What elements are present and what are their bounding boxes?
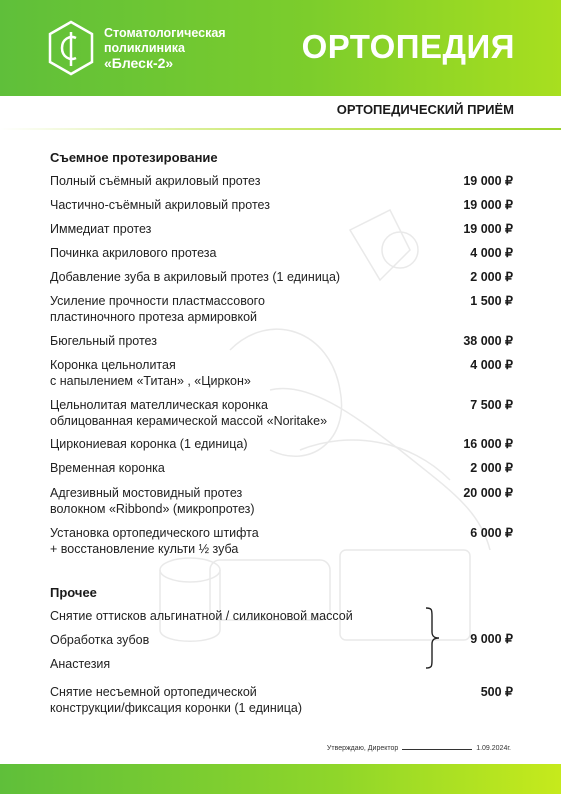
service-price: 19 000 ₽ <box>463 198 513 212</box>
service-name: Иммедиат протез <box>50 222 152 236</box>
service-price: 7 500 ₽ <box>470 398 513 412</box>
list-item <box>50 436 513 452</box>
list-item <box>50 460 513 476</box>
bundle-price: 9 000 ₽ <box>470 632 513 646</box>
group-title-other: Прочее <box>50 585 97 600</box>
list-item <box>50 245 513 261</box>
service-name: Бюгельный протез <box>50 334 157 348</box>
list-item <box>50 397 513 429</box>
tooth-shield-logo-icon <box>48 20 94 76</box>
list-item <box>50 221 513 237</box>
service-name: Цельнолитая мателлическая коронка облицованная керамической массой «Noritake» <box>50 398 328 428</box>
clinic-name-line1: Стоматологическая <box>104 26 226 40</box>
approval-date: 1.09.2024г. <box>476 745 511 752</box>
service-name: Коронка цельнолитая с напылением «Титан» , «Циркон» <box>50 358 251 388</box>
service-name: Снятие оттисков альгинатной / силиконовой массой <box>50 609 353 623</box>
list-item <box>50 684 513 716</box>
service-name: Адгезивный мостовидный протез волокном «Ribbond» (микропротез) <box>50 486 255 516</box>
service-price: 4 000 ₽ <box>470 358 513 372</box>
service-name: Добавление зуба в акриловый протез (1 единица) <box>50 270 341 284</box>
service-name: Частично-съёмный акриловый протез <box>50 198 270 212</box>
service-price: 38 000 ₽ <box>463 334 513 348</box>
service-name: Анастезия <box>50 657 111 671</box>
list-item <box>50 357 513 389</box>
service-price: 500 ₽ <box>480 685 513 699</box>
list-item <box>50 197 513 213</box>
service-name: Циркониевая коронка (1 единица) <box>50 437 248 451</box>
list-item <box>50 525 513 557</box>
section-title: ОРТОПЕДИЧЕСКИЙ ПРИЁМ <box>336 102 514 117</box>
approval-line <box>327 745 511 752</box>
approval-text: Утверждаю, Директор <box>326 745 399 752</box>
list-item <box>50 608 513 624</box>
footer-bar <box>0 764 561 794</box>
service-name: Снятие несъемной ортопедической конструкции/фиксация коронки (1 единица) <box>50 685 303 715</box>
list-item <box>50 632 513 648</box>
list-item <box>50 269 513 285</box>
curly-brace-icon <box>424 606 442 670</box>
title-divider <box>0 128 561 130</box>
signature-line <box>402 749 472 750</box>
header-banner <box>0 0 561 96</box>
clinic-name <box>104 26 226 71</box>
service-name: Обработка зубов <box>50 633 150 647</box>
service-price: 16 000 ₽ <box>463 437 513 451</box>
service-price: 2 000 ₽ <box>470 270 513 284</box>
service-price: 19 000 ₽ <box>463 174 513 188</box>
service-name: Временная коронка <box>50 461 165 475</box>
list-item <box>50 485 513 517</box>
service-name: Полный съёмный акриловый протез <box>50 174 261 188</box>
service-price: 4 000 ₽ <box>470 246 513 260</box>
service-price: 19 000 ₽ <box>463 222 513 236</box>
group-title-removable: Съемное протезирование <box>50 150 218 165</box>
service-name: Установка ортопедического штифта + восстановление культи ½ зуба <box>50 526 259 556</box>
service-name: Починка акрилового протеза <box>50 246 217 260</box>
page-title: ОРТОПЕДИЯ <box>301 28 515 65</box>
list-item <box>50 656 513 672</box>
service-price: 6 000 ₽ <box>470 526 513 540</box>
service-name: Усиление прочности пластмассового пластиночного протеза армировкой <box>50 294 265 324</box>
list-item <box>50 333 513 349</box>
service-price: 2 000 ₽ <box>470 461 513 475</box>
list-item <box>50 173 513 189</box>
service-price: 20 000 ₽ <box>463 486 513 500</box>
clinic-name-line2: поликлиника <box>104 41 185 55</box>
list-item <box>50 293 513 325</box>
service-price: 1 500 ₽ <box>470 294 513 308</box>
clinic-name-line3: «Блеск-2» <box>104 55 174 71</box>
